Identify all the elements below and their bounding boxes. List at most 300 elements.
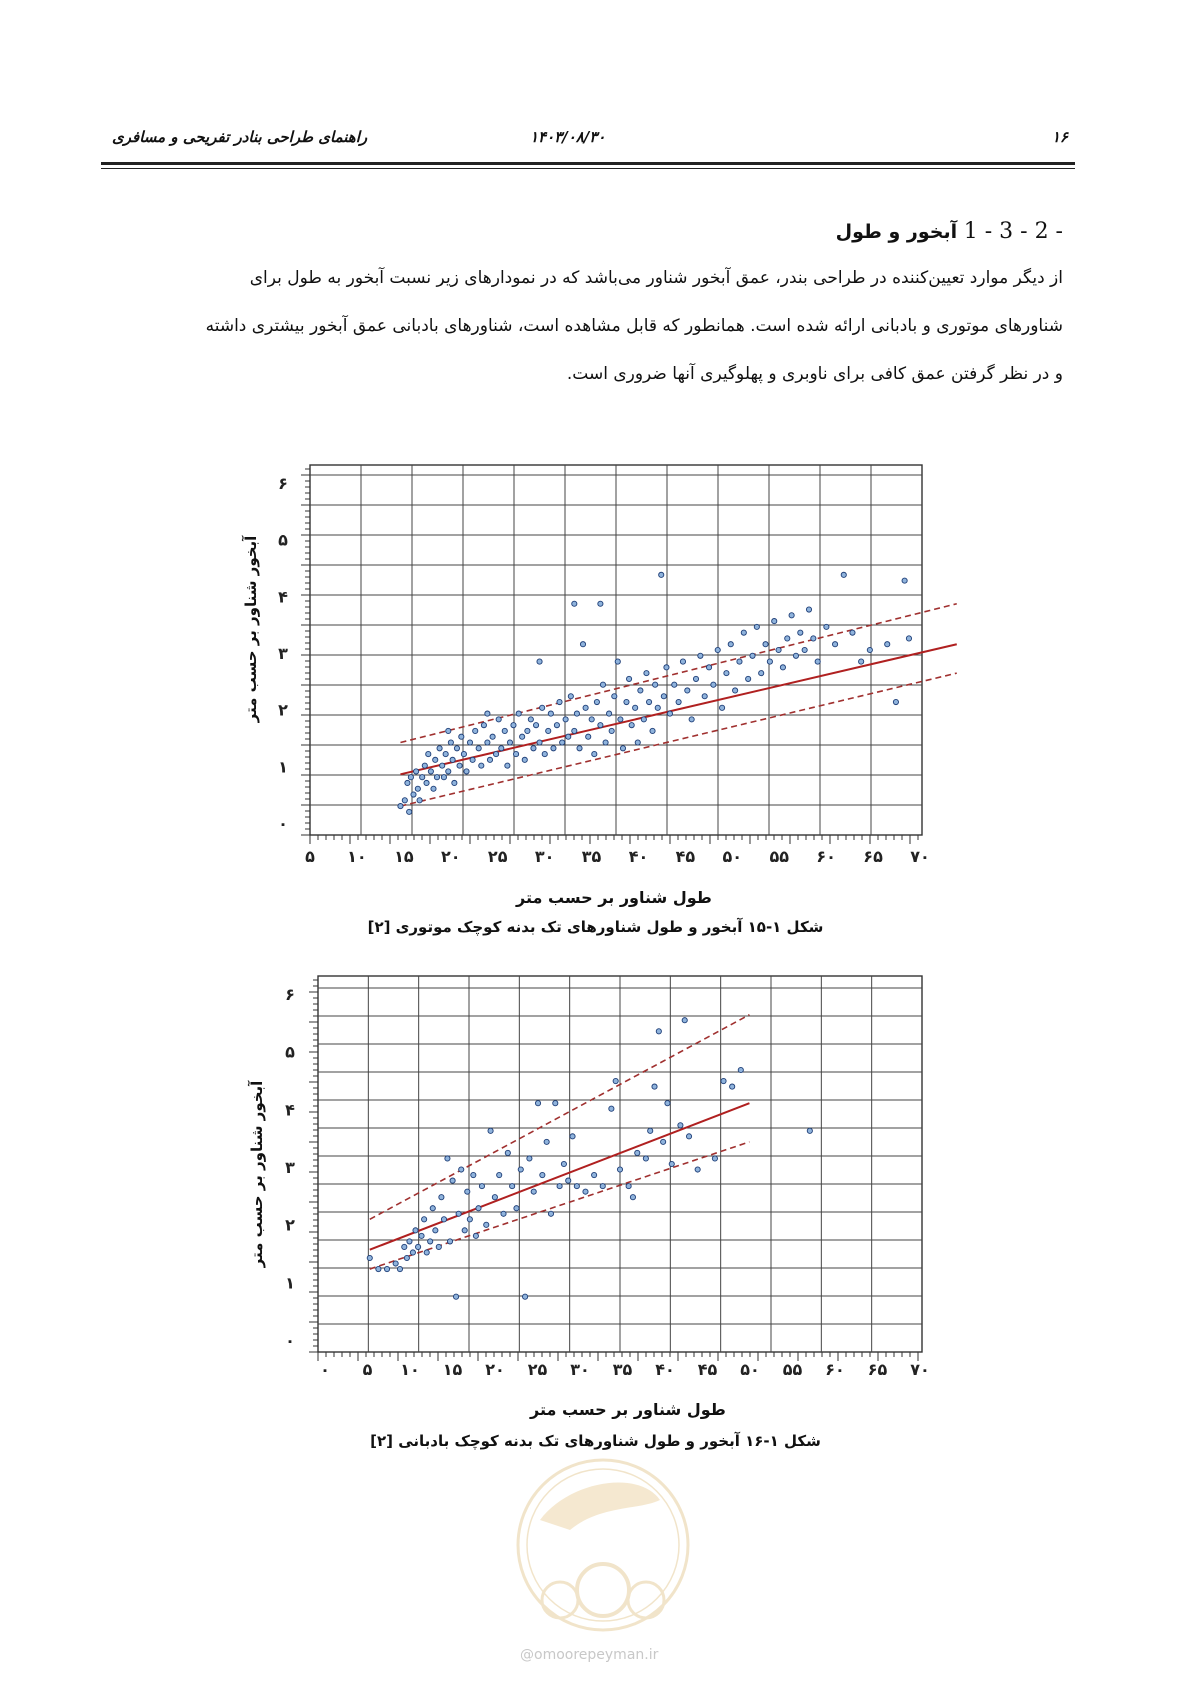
chart2-point [570,1134,575,1139]
chart1-point [417,798,422,803]
chart1-x-tick-label: ۳۵ [581,847,602,866]
chart1-point [659,572,664,577]
chart2-point [505,1150,510,1155]
chart1-point [566,734,571,739]
chart1-point [706,665,711,670]
chart1-point [676,699,681,704]
chart2-point [436,1244,441,1249]
chart2-point [613,1078,618,1083]
chart1-point [446,769,451,774]
chart2-point [665,1101,670,1106]
chart1-point [402,798,407,803]
chart1-point [459,734,464,739]
chart2-x-tick-label: ۲۵ [527,1360,548,1379]
chart2-x-tick-label: ۶۰ [825,1360,845,1379]
chart2-point [407,1239,412,1244]
chart2-frame [318,976,922,1352]
chart2-y-tick-label: ۶ [285,985,295,1004]
chart1-point [598,723,603,728]
chart2-point [544,1139,549,1144]
chart1-point [485,711,490,716]
chart1-point [464,769,469,774]
chart1-point [525,728,530,733]
chart1-point [750,653,755,658]
chart1-point [638,688,643,693]
chart1-point [624,699,629,704]
chart2-point [531,1189,536,1194]
chart1-point [661,694,666,699]
chart1-y-tick-label: ۱ [278,757,288,777]
chart1-point [476,746,481,751]
chart2-point [566,1178,571,1183]
chart1-point [606,711,611,716]
chart2-point [592,1172,597,1177]
chart1-point [689,717,694,722]
chart2-point [535,1101,540,1106]
page-number: ۱۶ [1051,128,1068,146]
section-number: 1 - 3 - 2 - [963,219,1063,244]
chart1-point [502,728,507,733]
section-title: آبخور و طول [835,221,958,243]
chart1-point [407,809,412,814]
chart2-point [712,1156,717,1161]
chart1-point [702,694,707,699]
chart1-point [737,659,742,664]
chart1-x-title: طول شناور بر حسب متر [516,888,712,907]
chart1-point [490,734,495,739]
chart1-point [414,769,419,774]
chart2-x-tick-label: ۱۵ [442,1360,463,1379]
chart2-point [404,1255,409,1260]
chart1-point [618,717,623,722]
chart1-point [511,723,516,728]
chart1-point [537,740,542,745]
chart1-point [499,746,504,751]
chart1-point [815,659,820,664]
chart1-point [522,757,527,762]
chart1-point [467,740,472,745]
chart2-x-tick-label: ۲۰ [485,1360,505,1379]
chart2-point [415,1244,420,1249]
chart2-lower-band [370,1142,750,1269]
header-rule-thin [101,168,1075,169]
chart2-point [738,1067,743,1072]
chart1-point [473,728,478,733]
chart1-point [533,723,538,728]
chart1-point [448,740,453,745]
chart1-frame [310,465,922,835]
chart1-trend-line [400,644,956,774]
chart1-point [655,705,660,710]
body-line-3: و در نظر گرفتن عمق کافی برای ناوبری و پهلوگیری آنها ضروری است. [566,364,1063,384]
chart2-plot [285,976,930,1379]
section-heading [836,219,1063,244]
chart1-point [440,763,445,768]
chart2-point [479,1184,484,1189]
chart2-x-tick-label: ۴۵ [697,1360,718,1379]
chart2-point [450,1178,455,1183]
chart1-point [626,676,631,681]
chart1-point [650,728,655,733]
chart1-point [667,711,672,716]
chart2-point [367,1255,372,1260]
chart1-point [551,746,556,751]
chart1-point [548,711,553,716]
chart1-point [646,699,651,704]
chart2-point [376,1266,381,1271]
chart1-x-tick-label: ۴۰ [628,847,649,866]
chart1-point [408,775,413,780]
chart1-point [443,751,448,756]
chart1-point [398,803,403,808]
chart2-point [807,1128,812,1133]
chart2-point [433,1228,438,1233]
header-rule-thick [101,162,1075,165]
chart2-x-tick-label: ۴۰ [655,1360,675,1379]
chart2-point [497,1172,502,1177]
chart2-point [648,1128,653,1133]
chart2-x-tick-label: ۵ [362,1360,373,1379]
chart1-y-tick-label: ۳ [278,644,288,663]
chart2-point [678,1123,683,1128]
chart1-x-tick-label: ۵۰ [722,847,743,866]
chart2-x-tick-label: ۳۵ [612,1360,633,1379]
chart1-point [422,763,427,768]
chart2-point [540,1172,545,1177]
chart1-point [620,746,625,751]
chart2-point [583,1189,588,1194]
chart1-point [411,792,416,797]
chart1-point [592,751,597,756]
chart2-x-tick-label: ۱۰ [400,1360,420,1379]
chart1-point [715,647,720,652]
chart2-point [522,1294,527,1299]
chart1-point [885,642,890,647]
chart2-x-tick-label: ۶۵ [867,1360,888,1379]
chart2-point [488,1128,493,1133]
chart2-point [467,1217,472,1222]
chart1-point [772,618,777,623]
chart1-plot [278,465,957,866]
chart2-y-tick-label: ۲ [285,1215,295,1235]
chart1-point [850,630,855,635]
chart2-point [652,1084,657,1089]
chart1-point [583,705,588,710]
chart1-point [767,659,772,664]
chart1-point [470,757,475,762]
chart1-point [754,624,759,629]
chart1-y-title: آبخور شناور بر حسب متر [242,535,260,723]
watermark-url: @omoorepeyman.ir [520,1647,659,1663]
chart1-point [487,757,492,762]
chart1-point [457,763,462,768]
chart1-point [452,780,457,785]
chart1-point [841,572,846,577]
chart2-point [695,1167,700,1172]
chart2-point [557,1184,562,1189]
chart1-point [528,717,533,722]
chart1-point [789,613,794,618]
chart1-point [454,746,459,751]
chart2-point [397,1266,402,1271]
chart1-point [759,671,764,676]
chart1-point [653,682,658,687]
chart2-point [669,1161,674,1166]
chart1-x-tick-label: ۳۰ [534,847,555,866]
chart1-point [433,757,438,762]
chart1-point [446,728,451,733]
chart1-x-tick-label: ۶۵ [863,847,883,866]
chart1-point [513,751,518,756]
chart2-point [424,1250,429,1255]
chart2-point [430,1206,435,1211]
chart1-point [479,763,484,768]
chart2-y-tick-label: ۰ [285,1331,295,1350]
chart2-point [422,1217,427,1222]
chart1-point [496,717,501,722]
chart1-point [594,699,599,704]
chart2-point [643,1156,648,1161]
chart1-point [598,601,603,606]
chart2-x-title: طول شناور بر حسب متر [530,1400,726,1419]
chart1-x-tick-label: ۱۰ [347,847,367,866]
chart1-point [537,659,542,664]
chart2-point [721,1078,726,1083]
chart2-y-tick-label: ۴ [285,1100,295,1120]
chart1-point [507,740,512,745]
chart2-y-title: آبخور شناور بر حسب متر [248,1080,266,1268]
chart2-point [484,1222,489,1227]
header-date: ۱۴۰۳/۰۸/۳۰ [530,128,606,146]
chart1-point [577,746,582,751]
chart1-point [612,694,617,699]
body-line-2: شناورهای موتوری و بادبانی ارائه شده است. همانطور که قابل مشاهده است، شناورهای بادبانی عمق آبخور بیشتری داشته [205,316,1063,336]
chart1-point [798,630,803,635]
chart2-upper-band [370,1015,750,1220]
chart1-point [763,642,768,647]
chart2-point [510,1184,515,1189]
chart2-point [419,1233,424,1238]
chart2-point [456,1211,461,1216]
chart1-point [728,642,733,647]
chart2-point [626,1184,631,1189]
chart1-point [733,688,738,693]
chart2-point [393,1261,398,1266]
chart1-point [629,723,634,728]
chart1-point [609,728,614,733]
chart2-point [439,1195,444,1200]
chart1-point [405,780,410,785]
chart1-point [589,717,594,722]
chart2-point [413,1228,418,1233]
chart2-point [410,1250,415,1255]
chart1-point [672,682,677,687]
chart1-point [493,751,498,756]
chart2-point [561,1161,566,1166]
chart1-point [685,688,690,693]
chart2-point [471,1172,476,1177]
chart2-x-tick-label: ۵۰ [740,1360,760,1379]
chart1-point [615,659,620,664]
chart2-point [609,1106,614,1111]
chart2-x-tick-label: ۵۵ [782,1360,803,1379]
chart1-point [557,699,562,704]
chart1-point [680,659,685,664]
chart1-point [693,676,698,681]
chart1-x-tick-label: ۵۵ [769,847,789,866]
chart1-y-tick-label: ۶ [278,474,288,493]
chart2-point [682,1018,687,1023]
chart2-point [630,1195,635,1200]
chart1-point [572,728,577,733]
chart1-point [859,659,864,664]
chart1-point [776,647,781,652]
chart1-point [635,740,640,745]
chart1-y-tick-label: ۰ [278,814,288,833]
chart2-x-tick-label: ۰ [320,1360,330,1379]
watermark-logo-icon [518,1460,688,1630]
chart1-y-tick-label: ۲ [278,700,288,720]
chart1-x-tick-label: ۲۰ [441,847,461,866]
chart1-point [431,786,436,791]
chart1-point [437,746,442,751]
figure1-caption: شکل ۱-۱۵ آبخور و طول شناورهای تک بدنه کوچک موتوری [۲] [367,918,824,936]
chart1-point [568,694,573,699]
chart1-point [420,775,425,780]
chart1-point [426,751,431,756]
chart2-point [473,1233,478,1238]
chart1-point [824,624,829,629]
body-line-1: از دیگر موارد تعیین‌کننده در طراحی بندر، عمق آبخور شناور می‌باشد که در نمودارهای زیر نسبت آبخور به طول برای [249,268,1063,288]
chart1-point [719,705,724,710]
chart2-point [447,1239,452,1244]
chart1-point [574,711,579,716]
chart1-point [516,711,521,716]
chart1-x-tick-label: ۱۵ [394,847,414,866]
chart2-point [501,1211,506,1216]
chart1-point [563,717,568,722]
chart2-x-tick-label: ۷۰ [910,1360,930,1379]
chart1-point [746,676,751,681]
chart1-x-tick-label: ۲۵ [487,847,508,866]
chart1-point [893,699,898,704]
chart2-point [600,1184,605,1189]
chart1-point [811,636,816,641]
chart2-x-tick-label: ۳۰ [570,1360,590,1379]
chart2-y-tick-label: ۱ [285,1273,295,1293]
chart2-point [661,1139,666,1144]
chart1-point [644,671,649,676]
chart1-point [724,671,729,676]
chart1-x-tick-label: ۶۰ [816,847,836,866]
chart2-point [384,1266,389,1271]
chart1-point [741,630,746,635]
chart1-point [540,705,545,710]
chart2-point [465,1189,470,1194]
chart2-point [574,1184,579,1189]
chart1-point [641,717,646,722]
chart2-point [656,1029,661,1034]
chart1-point [531,746,536,751]
chart2-point [617,1167,622,1172]
chart2-point [402,1244,407,1249]
chart1-point [560,740,565,745]
chart2-trend-line [370,1103,750,1250]
chart1-point [633,705,638,710]
chart1-point [832,642,837,647]
chart2-point [441,1217,446,1222]
chart1-upper-band [400,604,956,743]
chart1-point [603,740,608,745]
figure2-caption: شکل ۱-۱۶ آبخور و طول شناورهای تک بدنه کوچک بادبانی [۲] [370,1432,821,1450]
chart1-point [505,763,510,768]
chart1-x-tick-label: ۵ [305,847,315,866]
chart2-point [527,1156,532,1161]
chart1-point [867,647,872,652]
chart1-x-tick-label: ۴۵ [675,847,696,866]
chart1-point [481,723,486,728]
chart1-point [906,636,911,641]
chart1-point [698,653,703,658]
chart1-y-tick-label: ۵ [278,530,288,550]
chart1-point [554,723,559,728]
chart2-point [459,1167,464,1172]
chart1-point [572,601,577,606]
chart2-point [730,1084,735,1089]
chart1-point [902,578,907,583]
chart1-point [434,775,439,780]
chart1-point [580,642,585,647]
chart1-point [441,775,446,780]
chart1-point [802,647,807,652]
chart1-point [600,682,605,687]
chart2-point [518,1167,523,1172]
chart1-y-tick-label: ۴ [278,587,288,607]
chart1-point [586,734,591,739]
chart2-point [492,1195,497,1200]
chart2-point [445,1156,450,1161]
chart1-point [546,728,551,733]
chart1-x-tick-label: ۷۰ [910,847,930,866]
chart1-point [542,751,547,756]
chart2-point [476,1206,481,1211]
chart1-point [664,665,669,670]
chart2-point [548,1211,553,1216]
chart1-point [485,740,490,745]
chart1-point [520,734,525,739]
chart1-point [780,665,785,670]
chart1-point [711,682,716,687]
chart1-point [793,653,798,658]
chart1-point [450,757,455,762]
chart2-y-tick-label: ۳ [285,1158,295,1177]
chart1-point [461,751,466,756]
chart2-point [514,1206,519,1211]
chart2-point [553,1101,558,1106]
chart1-lower-band [400,673,956,806]
chart2-y-tick-label: ۵ [285,1042,295,1062]
chart1-point [428,769,433,774]
chart2-point [686,1134,691,1139]
chart2-point [635,1150,640,1155]
chart1-point [424,780,429,785]
chart1-point [415,786,420,791]
chart1-point [806,607,811,612]
header-title: راهنمای طراحی بنادر تفریحی و مسافری [112,128,368,146]
chart1-point [785,636,790,641]
chart2-point [428,1239,433,1244]
chart2-point [453,1294,458,1299]
